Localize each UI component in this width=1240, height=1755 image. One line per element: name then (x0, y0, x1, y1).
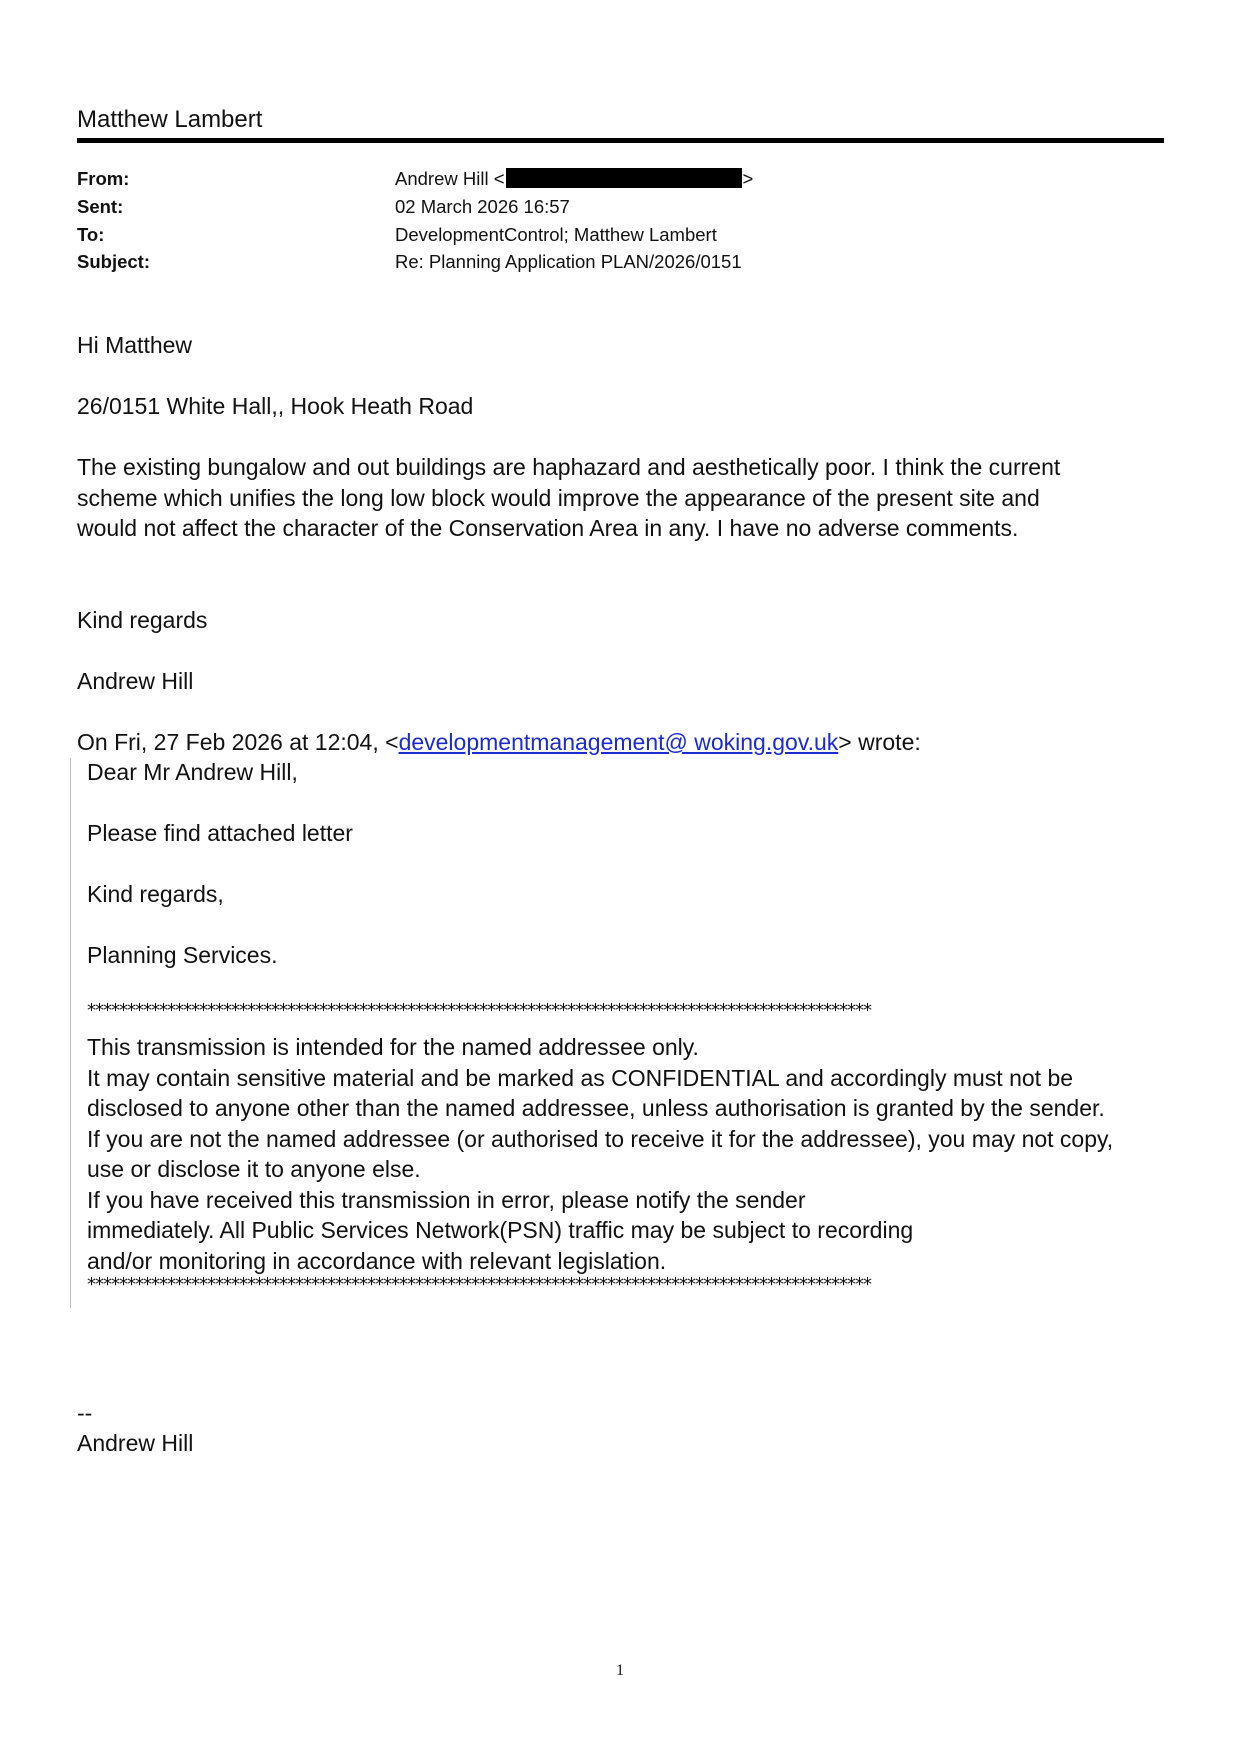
disclaimer-line-6: If you have received this transmission in error, please notify the sender (87, 1187, 806, 1213)
quote-message: Please find attached letter (87, 820, 353, 846)
quote-intro-prefix: On Fri, 27 Feb 2026 at 12:04, < (77, 729, 399, 755)
from-label: From: (77, 168, 130, 189)
quote-intro-suffix: > wrote: (838, 729, 921, 755)
quote-closing: Kind regards, (87, 881, 224, 907)
signature-separator: -- (77, 1400, 93, 1426)
from-name: Andrew Hill < (395, 168, 505, 189)
quote-email-link[interactable]: developmentmanagement@ woking.gov.uk (398, 729, 839, 755)
quote-sender: Planning Services. (87, 942, 278, 968)
disclaimer-line-5: use or disclose it to anyone else. (87, 1156, 421, 1182)
signature: Andrew Hill (77, 668, 194, 694)
to-value: DevelopmentControl; Matthew Lambert (395, 224, 717, 245)
from-close: > (742, 168, 754, 189)
subject-label: Subject: (77, 251, 150, 272)
comment-line-1: The existing bungalow and out buildings are haphazard and aesthetically poor. I think the current (77, 454, 1061, 480)
sent-label: Sent: (77, 196, 124, 217)
quote-bar (70, 758, 71, 1308)
page-number: 1 (616, 1662, 624, 1679)
greeting: Hi Matthew (77, 332, 193, 358)
disclaimer-stars-top: ************************************************************************************************** (87, 1000, 871, 1021)
quote-intro (77, 727, 921, 758)
closing: Kind regards (77, 607, 208, 633)
disclaimer-line-3: disclosed to anyone other than the named addressee, unless authorisation is granted by the sender. (87, 1095, 1105, 1121)
owner-rule (77, 138, 1164, 143)
quote-salutation: Dear Mr Andrew Hill, (87, 759, 298, 785)
footer-signature-name: Andrew Hill (77, 1430, 194, 1456)
to-label: To: (77, 224, 105, 245)
disclaimer-line-7: immediately. All Public Services Network(PSN) traffic may be subject to recording (87, 1217, 914, 1243)
comment-line-2: scheme which unifies the long low block would improve the appearance of the present site and (77, 485, 1040, 511)
comment-line-3: would not affect the character of the Conservation Area in any. I have no adverse comments. (77, 515, 1019, 541)
disclaimer-line-1: This transmission is intended for the named addressee only. (87, 1034, 699, 1060)
disclaimer-line-2: It may contain sensitive material and be marked as CONFIDENTIAL and accordingly must not be (87, 1065, 1074, 1091)
redacted-email-block (506, 168, 742, 188)
owner-name: Matthew Lambert (77, 106, 263, 133)
disclaimer-line-4: If you are not the named addressee (or authorised to receive it for the addressee), you may not copy, (87, 1126, 1114, 1152)
from-value (395, 168, 753, 190)
sent-value: 02 March 2026 16:57 (395, 196, 570, 217)
disclaimer-stars-bottom: ************************************************************************************************** (87, 1274, 871, 1295)
subject-value: Re: Planning Application PLAN/2026/0151 (395, 251, 742, 272)
application-reference: 26/0151 White Hall,, Hook Heath Road (77, 393, 474, 419)
disclaimer-line-8: and/or monitoring in accordance with relevant legislation. (87, 1248, 667, 1274)
